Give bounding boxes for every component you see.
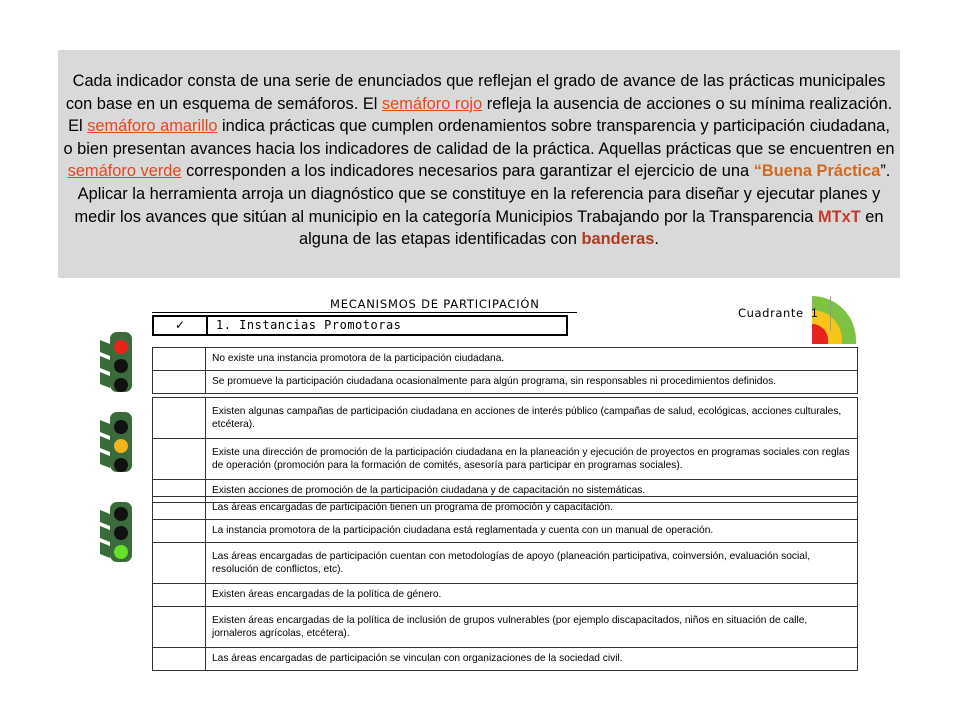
indicator-text: Existen algunas campañas de participación ciudadana en acciones de interés público (campañas de salud, ecológicas, acciones culturales, etcétera). [206,398,858,439]
table-row [153,348,858,371]
checkbox-cell[interactable] [153,398,206,439]
checkmark-icon[interactable]: ✓ [154,317,208,334]
indicator-text: No existe una instancia promotora de la participación ciudadana. [206,348,858,371]
checkbox-cell[interactable] [153,520,206,543]
indicator-text: Las áreas encargadas de participación se vinculan con organizaciones de la sociedad civil. [206,648,858,671]
table-row [153,398,858,439]
table-row [153,607,858,648]
table-row [153,371,858,394]
checkbox-cell[interactable] [153,648,206,671]
intro-text-3: indica prácticas que cumplen ordenamientos sobre transparencia y participación ciudadana, o bien presentan avances hacia los indicadores de calidad de la práctica. Aquellas prácticas que se encuentren en [63,117,895,158]
indicator-text: Las áreas encargadas de participación tienen un programa de promoción y capacitación. [206,497,858,520]
intro-text-5: ”. Aplicar la herramienta arroja un diagnóstico que se constituye en la referencia para diseñar y ejecutar planes y medir los avances que sitúan al municipio en la categoría Municipios Trabajando por la Transparencia [74,162,891,226]
indicator-text: Las áreas encargadas de participación cuentan con metodologías de apoyo (planeación participativa, coinversión, evaluación social, resolución de conflictos, etc). [206,543,858,584]
intro-text-6: en alguna de las etapas identificadas con [299,207,884,249]
red-indicator-table [152,347,858,394]
buena-practica-label: “Buena Práctica [753,162,881,181]
intro-text-1: Cada indicador consta de una serie de enunciados que reflejan el grado de avance de las prácticas municipales con base en un esquema de semáforos. El [65,72,886,113]
table-row [153,648,858,671]
subsection-title: 1. Instancias Promotoras [216,318,402,332]
checkbox-cell[interactable] [153,371,206,394]
table-row [153,520,858,543]
indicator-text: Existen acciones de promoción de la participación ciudadana y de capacitación no sistemáticas. [206,480,858,503]
intro-text-7: . [654,230,659,249]
red-light-link[interactable]: semáforo rojo [381,94,483,113]
yellow-indicator-table [152,397,858,503]
checkbox-cell[interactable] [153,607,206,648]
red-traffic-light-icon [98,330,138,394]
checkbox-cell[interactable] [153,348,206,371]
indicator-text: Se promueve la participación ciudadana ocasionalmente para algún programa, sin responsables ni procedimientos definidos. [206,371,858,394]
banderas-label: banderas [581,230,655,249]
indicator-text: Existen áreas encargadas de la política de inclusión de grupos vulnerables (por ejemplo discapacitados, niños en situación de calle, jornaleros agrícolas, etcétera). [206,607,858,648]
green-light-link[interactable]: semáforo verde [67,162,182,181]
table-row [153,543,858,584]
checkbox-cell[interactable] [153,497,206,520]
intro-text-2: refleja la ausencia de acciones o su mínima realización. El [68,94,893,136]
quadrant-number: 1 [811,306,818,320]
checkbox-cell[interactable] [153,439,206,480]
green-traffic-light-icon [98,500,138,564]
indicator-text: Existen áreas encargadas de la política de género. [206,584,858,607]
table-row [153,439,858,480]
table-row [153,497,858,520]
quadrant-target-icon [812,296,856,349]
section-title: MECANISMOS DE PARTICIPACIÓN [330,297,540,311]
table-row [153,584,858,607]
checkbox-cell[interactable] [153,584,206,607]
checkbox-cell[interactable] [153,543,206,584]
yellow-light-link[interactable]: semáforo amarillo [87,117,218,136]
mtxt-label: MTxT [817,207,861,226]
indicator-text: Existe una dirección de promoción de la participación ciudadana en la planeación y ejecución de proyectos en programas sociales con reglas de operación (promoción para la formación de comités, asesoría para participar en programas sociales). [206,439,858,480]
intro-text-4: corresponden a los indicadores necesarios para garantizar el ejercicio de una [181,162,754,181]
intro-paragraph [58,50,900,278]
yellow-traffic-light-icon [98,410,138,474]
title-divider [152,312,577,313]
subsection-header [152,315,568,336]
quadrant-divider [830,297,831,331]
quadrant-label: Cuadrante [738,306,804,320]
indicator-text: La instancia promotora de la participación ciudadana está reglamentada y cuenta con un manual de operación. [206,520,858,543]
green-indicator-table [152,496,858,671]
